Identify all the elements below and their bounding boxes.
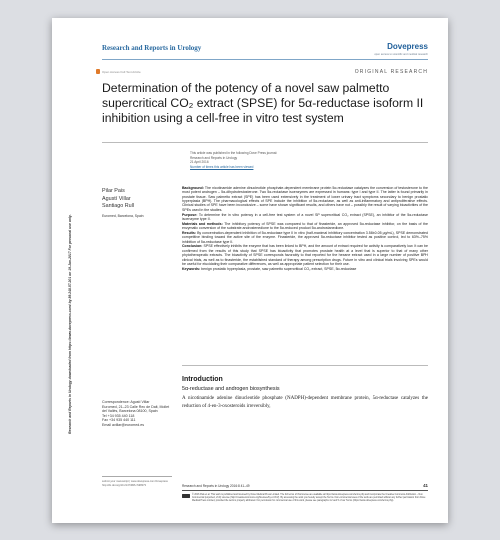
page-number: 41	[423, 483, 428, 488]
header-rule	[102, 59, 428, 60]
publication-info	[190, 151, 277, 169]
abstract-background: Background: The nicotinamide adenine dinucleotide phosphate-dependent membrane protein 5α-reductase catalyzes the conversion of testosterone to the most potent androgen – 5α-dihydrotestosterone. Two 5α-reductase isoenzymes are expressed in humans: type I and type II. The latter is found primarily in prostate tissue. Saw palmetto extract (SPE) has been used extensively in the treatment of lower urinary tract symptoms secondary to benign prostatic hyperplasia (BPH). The pharmacological effects of SPE include the inhibition of 5α-reductase, as well as anti-inflammatory and antiproliferative effects. Clinical studies of SPE have been inconclusive – some have shown significant results, and others have not – possibly the result of varying bioactivities of the SPEs used in the studies.	[182, 186, 428, 212]
section-heading: Introduction	[182, 376, 223, 383]
abstract	[182, 186, 428, 272]
correspondence: Correspondence: Agustí Villar Euromed, 21–23 Calle Rec de Dalt, Mollet del Vallès, Barcelona 08100, Spain Tel +34 935 440 118 Fax +34 935 440 111 Email avillar@euromed.es	[102, 400, 170, 427]
author-affiliation: Euromed, Barcelona, Spain	[102, 214, 144, 218]
footer-journal: Research and Reports in Urology 2016:8 41–49	[182, 484, 250, 488]
abstract-results: Results: By concentration-dependent inhibition of 5α-reductase type II in vitro (half-maximal inhibitory concentration 3.58±0.05 μg/mL), SPSE demonstrated competitive binding toward the active site of the enzyme. Finasteride, the approved 5α-reductase inhibitor tested as positive control, led to 63%–75% inhibition of 5α-reductase type II.	[182, 230, 428, 244]
title-rule	[102, 142, 428, 143]
open-access-icon	[96, 69, 100, 74]
abstract-purpose: Purpose: To determine the in vitro potency in a cell-free test system of a novel SP supercritical CO₂ extract (SPSE), an inhibitor of the 5α-reductase isoenzyme type II.	[182, 212, 429, 221]
abstract-conclusion: Conclusion: SPSE effectively inhibits the enzyme that has been linked to BPH, and the amount of extract required for activity is comparatively low. It can be confirmed from the results of this study that SPSE has bioactivity that promotes prostate health at a level that is superior to that of many other phytotherapeutic extracts. The bioactivity of SPSE corresponds favorably to that reported for the hexane extract used in a large number of positive BPH clinical trials, as well as to finasteride, the established standard of therapy among prescription drugs. Future in vitro and clinical trials involving SPEs would be useful for elucidating their comparative differences, as well as appropriate patient selection for their use.	[182, 244, 428, 266]
background-label: Background:	[182, 186, 204, 190]
keywords-label: Keywords:	[182, 266, 201, 271]
author-name: Santiago Rull	[102, 203, 135, 209]
submit-manuscript-link[interactable]: submit your manuscript | www.dovepress.com Dovepress http://dx.doi.org/10.2147/RRU.S98373	[102, 480, 168, 487]
brand-tagline: open access to scientific and medical research	[374, 53, 428, 56]
article-type: ORIGINAL RESEARCH	[354, 69, 428, 75]
results-label: Results:	[182, 230, 196, 235]
author-name: Agustí Villar	[102, 195, 131, 202]
footer-rule	[182, 490, 428, 491]
info-line: This article was published in the following Dove Press journal:	[190, 151, 278, 155]
download-watermark: Research and Reports in Urology downloaded from https://www.dovepress.com/ by 89.248.57.201 on 19-Jan-2017 For personal use only.	[68, 214, 72, 434]
subsection-heading: 5α-reductase and androgen biosynthesis	[182, 386, 280, 392]
abstract-keywords: Keywords: benign prostatic hyperplasia, prostate, saw palmetto supercritical CO₂ extract, SPSE, 5α-reductase	[182, 266, 357, 271]
correspondence-email[interactable]: Email avillar@euromed.es	[102, 422, 144, 427]
cc-license-icon	[182, 494, 190, 498]
methods-label: Materials and methods:	[182, 221, 223, 226]
views-link[interactable]: Number of times this article has been viewed	[190, 164, 254, 169]
abstract-methods: Materials and methods: The inhibitory potency of SPSE was compared to that of finasteride, an approved 5α-reductase inhibitor, on the basis of the enzymatic conversion of the substrate androstenedione to the 5α-reduced product 5α-androstanedione.	[182, 221, 428, 231]
access-label: Open Access Full Text Article	[102, 70, 141, 74]
footer-left-rule	[102, 476, 172, 477]
article-page	[52, 18, 448, 523]
intro-paragraph: A nicotinamide adenine dinucleotide phosphate (NADPH)-dependent membrane protein, 5α-reductase catalyzes the reduction of 4-en-3-oxosteroids irreversibly,	[182, 396, 428, 409]
purpose-label: Purpose:	[182, 212, 198, 217]
info-date: 21 April 2016	[190, 160, 209, 165]
dovepress-logo: Dovepress	[387, 42, 428, 51]
conclusion-label: Conclusion:	[182, 244, 203, 249]
journal-name: Research and Reports in Urology	[102, 44, 202, 52]
author-list	[102, 188, 134, 211]
abstract-rule	[182, 365, 428, 366]
license-text: © 2016 Pais et al. This work is published and licensed by Dove Medical Press Limited. The full terms of this license are available at https://www.dovepress.com/terms.php and incorporate the Creative Commons Attribution – Non Commercial (unported, v3.0) License (http://creativecommons.org/licenses/by-nc/3.0/). By accessing the work you hereby accept the Terms. Non-commercial uses of the work are permitted without any further permission from Dove Medical Press Limited, provided the work is properly attributed. For permission for commercial use of this work, please see paragraphs 4.2 and 5 of our Terms (https://www.dovepress.com/terms.php).	[192, 494, 426, 503]
author-name: Pilar Pais	[102, 188, 125, 194]
article-title: Determination of the potency of a novel saw palmetto supercritical CO₂ extract (SPSE) for 5α-reductase isoform II inhibition using a cell-free in vitro test system	[102, 81, 424, 125]
info-journal: Research and Reports in Urology	[190, 155, 238, 160]
